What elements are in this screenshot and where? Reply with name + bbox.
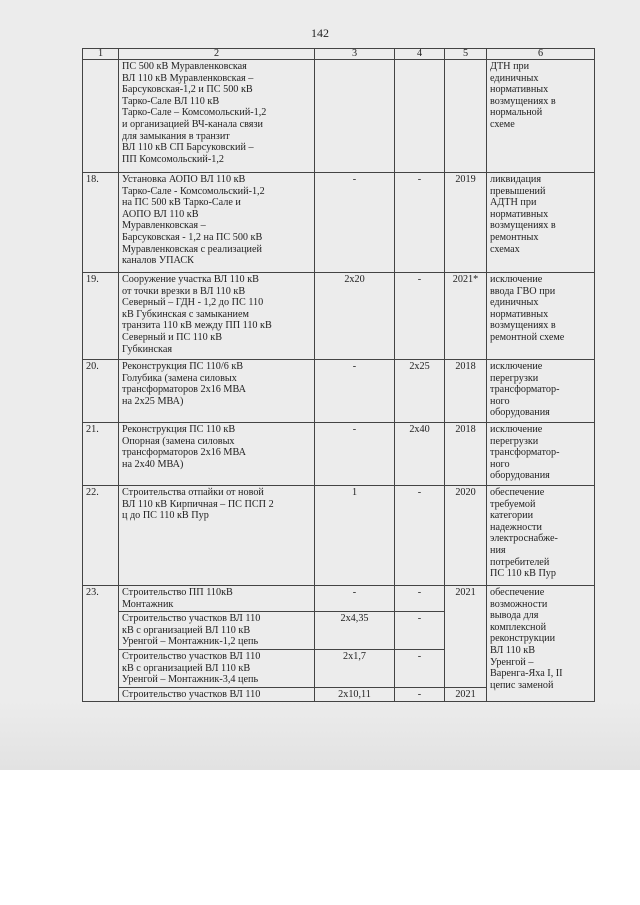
row-description: Строительство участков ВЛ 110 кВ с организацией ВЛ 110 кВ Уренгой – Монтажник-3,4 цепь: [119, 649, 315, 687]
row-year: 2018: [445, 423, 487, 486]
table-row: [83, 586, 595, 612]
row-purpose: ДТН при единичных нормативных возмущениях в нормальной схеме: [487, 60, 595, 173]
row-number: 18.: [83, 173, 119, 273]
row-capacity: -: [395, 612, 445, 650]
row-length: 2х20: [315, 273, 395, 360]
row-length: 1: [315, 486, 395, 586]
table-row: [83, 486, 595, 586]
row-year: 2021: [445, 687, 487, 702]
row-year: 2021: [445, 586, 487, 688]
row-capacity: -: [395, 586, 445, 612]
row-description: Сооружение участка ВЛ 110 кВ от точки врезки в ВЛ 110 кВ Северный – ГДН - 1,2 до ПС 110 кВ Губкинская с замыканием транзита 110 кВ между ПП 110 кВ Северный и ПС 110 кВ Губкинская: [119, 273, 315, 360]
row-year: [445, 60, 487, 173]
row-capacity: 2х40: [395, 423, 445, 486]
header-cell: 5: [445, 49, 487, 60]
table-row: [83, 273, 595, 360]
row-number: [83, 60, 119, 173]
row-length: -: [315, 586, 395, 612]
row-length: 2х4,35: [315, 612, 395, 650]
header-cell: 2: [119, 49, 315, 60]
row-year: 2018: [445, 360, 487, 423]
row-number: 20.: [83, 360, 119, 423]
table-row: [83, 423, 595, 486]
row-purpose: обеспечение требуемой категории надежности электроснабже- ния потребителей ПС 110 кВ Пур: [487, 486, 595, 586]
row-capacity: -: [395, 486, 445, 586]
document-table: [82, 48, 595, 702]
row-capacity: -: [395, 273, 445, 360]
header-cell: 6: [487, 49, 595, 60]
row-description: Строительство ПП 110кВ Монтажник: [119, 586, 315, 612]
table-row: [83, 173, 595, 273]
row-year: 2020: [445, 486, 487, 586]
row-length: 2х10,11: [315, 687, 395, 702]
row-purpose: исключение ввода ГВО при единичных нормативных возмущениях в ремонтной схеме: [487, 273, 595, 360]
row-capacity: [395, 60, 445, 173]
table-header-row: [83, 49, 595, 60]
table-row: [83, 60, 595, 173]
row-number: 23.: [83, 586, 119, 702]
row-length: [315, 60, 395, 173]
row-length: 2х1,7: [315, 649, 395, 687]
row-capacity: -: [395, 687, 445, 702]
table-row: [83, 360, 595, 423]
row-capacity: -: [395, 173, 445, 273]
header-cell: 3: [315, 49, 395, 60]
row-description: Строительство участков ВЛ 110 кВ с организацией ВЛ 110 кВ Уренгой – Монтажник-1,2 цепь: [119, 612, 315, 650]
row-description: Установка АОПО ВЛ 110 кВ Тарко-Сале - Комсомольский-1,2 на ПС 500 кВ Тарко-Сале и АОПО ВЛ 110 кВ Муравленковская – Барсуковская - 1,2 на ПС 500 кВ Муравленковская с реализацией каналов УПАСК: [119, 173, 315, 273]
row-description: Строительства отпайки от новой ВЛ 110 кВ Кирпичная – ПС ПСП 2 ц до ПС 110 кВ Пур: [119, 486, 315, 586]
row-capacity: 2х25: [395, 360, 445, 423]
row-year: 2019: [445, 173, 487, 273]
header-cell: 1: [83, 49, 119, 60]
row-description: Реконструкция ПС 110 кВ Опорная (замена силовых трансформаторов 2х16 МВА на 2х40 МВА): [119, 423, 315, 486]
row-purpose: ликвидация превышений АДТН при нормативных возмущениях в ремонтных схемах: [487, 173, 595, 273]
row-purpose: обеспечение возможности вывода для комплексной реконструкции ВЛ 110 кВ Уренгой – Варенга-Яха I, II цепис заменой: [487, 586, 595, 702]
row-length: -: [315, 173, 395, 273]
header-cell: 4: [395, 49, 445, 60]
row-number: 21.: [83, 423, 119, 486]
row-number: 22.: [83, 486, 119, 586]
row-capacity: -: [395, 649, 445, 687]
row-purpose: исключение перегрузки трансформатор- ного оборудования: [487, 423, 595, 486]
row-description: Реконструкция ПС 110/6 кВ Голубика (замена силовых трансформаторов 2х16 МВА на 2х25 МВА): [119, 360, 315, 423]
page-number: 142: [311, 26, 329, 40]
row-length: -: [315, 423, 395, 486]
row-length: -: [315, 360, 395, 423]
row-number: 19.: [83, 273, 119, 360]
row-description: Строительство участков ВЛ 110: [119, 687, 315, 702]
row-purpose: исключение перегрузки трансформатор- ного оборудования: [487, 360, 595, 423]
row-year: 2021*: [445, 273, 487, 360]
row-description: ПС 500 кВ Муравленковская ВЛ 110 кВ Муравленковская – Барсуковская-1,2 и ПС 500 кВ Тарко-Сале ВЛ 110 кВ Тарко-Сале – Комсомольский-1,2 и организацией ВЧ-канала связи для замыкания в транзит ВЛ 110 кВ СП Барсуковский – ПП Комсомольский-1,2: [119, 60, 315, 173]
